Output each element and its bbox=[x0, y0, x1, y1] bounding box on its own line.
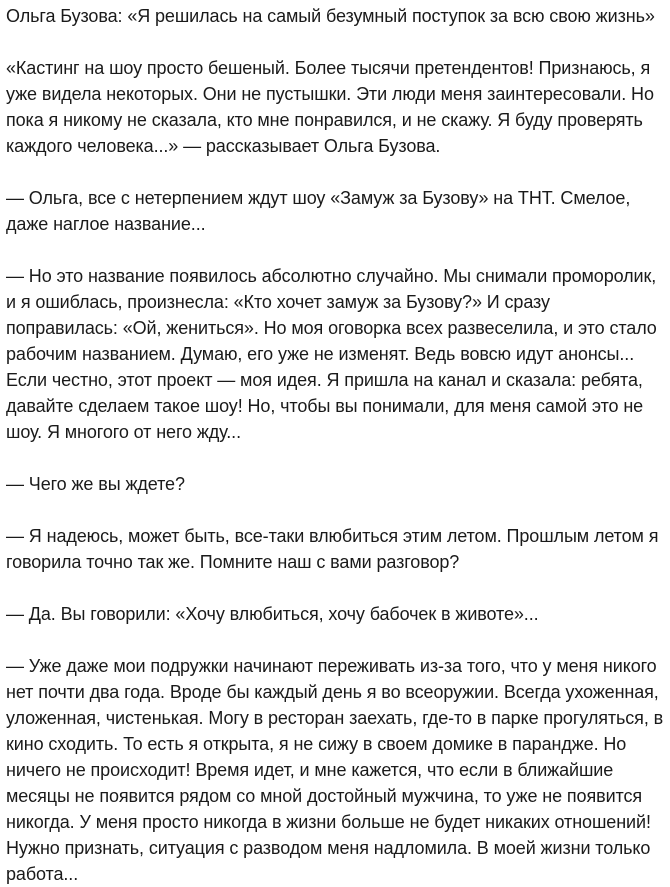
paragraph-spacer bbox=[6, 575, 666, 601]
paragraph-question-expectations: — Чего же вы ждете? bbox=[6, 474, 185, 494]
article-title: Ольга Бузова: «Я решилась на самый безумный поступок за всю свою жизнь» bbox=[6, 6, 655, 26]
paragraph-spacer bbox=[6, 159, 666, 185]
paragraph-intro-quote: «Кастинг на шоу просто бешеный. Более тысячи претендентов! Признаюсь, я уже видела некоторых. Они не пустышки. Эти люди меня заинтересовали. Но пока я никому не сказала, кто мне понравился, и не скажу. Я буду проверять каждого человека...» — рассказывает Ольга Бузова. bbox=[6, 58, 654, 156]
paragraph-answer-friends: — Уже даже мои подружки начинают переживать из-за того, что у меня никого нет почти два года. Вроде бы каждый день я во всеоружии. Всегда ухоженная, уложенная, чистенькая. Могу в ресторан заехать, где-то в парке прогуляться, в кино сходить. То есть я открыта, я не сижу в своем домике в парандже. Но ничего не происходит! Время идет, и мне кажется, что если в ближайшие месяцы не появится рядом со мной достойный мужчина, то уже не появится никогда. У меня просто никогда в жизни больше не будет никаких отношений! Нужно признать, ситуация с разводом меня надломила. В моей жизни только работа... bbox=[6, 656, 664, 884]
paragraph-spacer bbox=[6, 497, 666, 523]
paragraph-spacer bbox=[6, 445, 666, 471]
paragraph-spacer bbox=[6, 29, 666, 55]
paragraph-spacer bbox=[6, 237, 666, 263]
paragraph-answer-hope: — Я надеюсь, может быть, все-таки влюбиться этим летом. Прошлым летом я говорила точно так же. Помните наш с вами разговор? bbox=[6, 526, 659, 572]
paragraph-question-butterflies: — Да. Вы говорили: «Хочу влюбиться, хочу бабочек в животе»... bbox=[6, 604, 539, 624]
paragraph-answer-show-name: — Но это название появилось абсолютно случайно. Мы снимали проморолик, и я ошиблась, произнесла: «Кто хочет замуж за Бузову?» И сразу поправилась: «Ой, жениться». Но моя оговорка всех развеселила, и это стало рабочим названием. Думаю, его уже не изменят. Ведь вовсю идут анонсы... Если честно, этот проект — моя идея. Я пришла на канал и сказала: ребята, давайте сделаем такое шоу! Но, чтобы вы понимали, для меня самой это не шоу. Я многого от него жду... bbox=[6, 266, 657, 442]
paragraph-spacer bbox=[6, 627, 666, 653]
paragraph-question-show-name: — Ольга, все с нетерпением ждут шоу «Замуж за Бузову» на ТНТ. Смелое, даже наглое название... bbox=[6, 188, 631, 234]
